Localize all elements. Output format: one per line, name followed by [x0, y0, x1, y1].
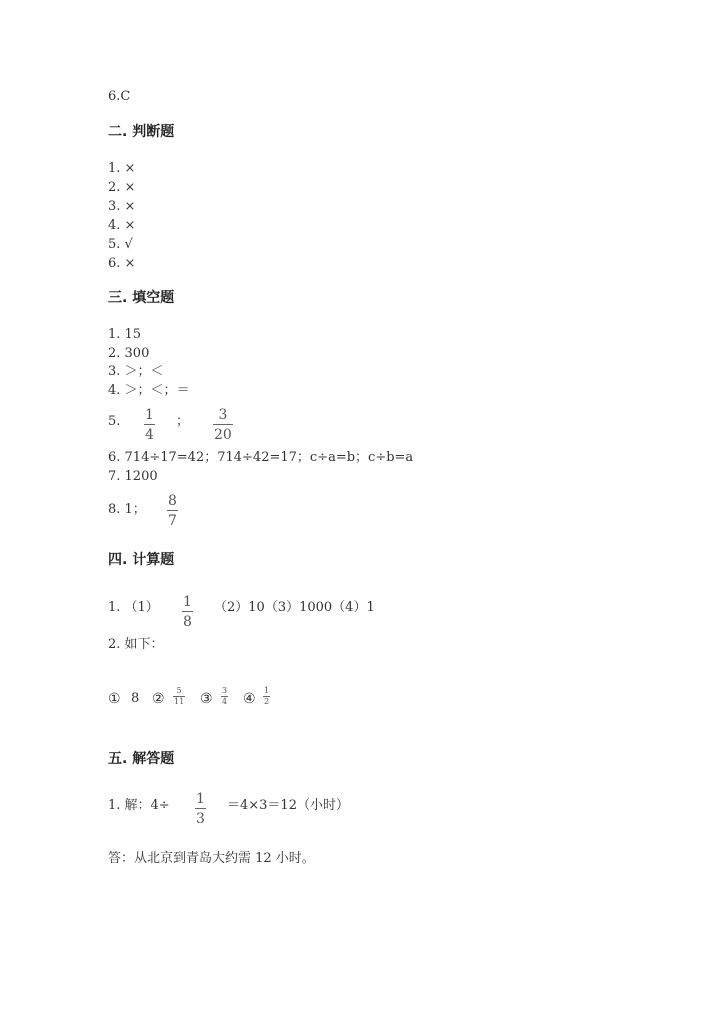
- judgement-item-1: 1. ×: [108, 161, 136, 176]
- fill-item-8-fraction: [167, 494, 178, 528]
- fill-item-1: 1. 15: [108, 327, 142, 342]
- word-problem-1-rest: ＝4×3＝12（小时）: [227, 798, 349, 813]
- fill-item-2: 2. 300: [108, 346, 150, 361]
- fraction-denominator: 2: [264, 697, 270, 706]
- fraction-bar: [213, 424, 233, 425]
- fill-item-5-fraction-2: [213, 408, 233, 442]
- fraction-denominator: 20: [214, 427, 232, 443]
- fraction-numerator: 1: [264, 686, 270, 695]
- calc-answer-1: 8: [131, 691, 140, 706]
- fraction-denominator: 8: [183, 614, 192, 630]
- fraction-numerator: 1: [196, 791, 205, 807]
- fraction-denominator: 4: [222, 697, 228, 706]
- fill-item-8-label: 8. 1；: [108, 502, 146, 517]
- fill-item-3: 3. ＞；＜: [108, 364, 164, 379]
- judgement-item-5: 5. √: [108, 237, 133, 252]
- judgement-item-6: 6. ×: [108, 256, 136, 271]
- fill-item-4: 4. ＞；＜；＝: [108, 383, 190, 398]
- section-title-judgement: 二. 判断题: [108, 124, 175, 140]
- circled-number-3: ③: [200, 691, 213, 707]
- fraction-bar: [195, 808, 206, 809]
- fraction-numerator: 3: [222, 686, 228, 695]
- calc-item-1-label: 1. （1）: [108, 600, 159, 615]
- fraction-numerator: 1: [183, 594, 192, 610]
- fraction-denominator: 3: [196, 811, 205, 827]
- calc-item-2: 2. 如下：: [108, 637, 164, 652]
- fill-item-5-fraction-1: [144, 408, 155, 442]
- fraction-bar: [182, 611, 193, 612]
- calc-item-1-rest: （2）10（3）1000（4）1: [214, 600, 375, 615]
- fraction-bar: [144, 424, 155, 425]
- section-title-word-problem: 五. 解答题: [108, 751, 175, 767]
- fill-item-7: 7. 1200: [108, 469, 158, 484]
- word-problem-1-answer: 答：从北京到青岛大约需 12 小时。: [108, 851, 315, 866]
- fraction-denominator: 11: [174, 697, 185, 706]
- word-problem-1-label: 1. 解：4÷: [108, 798, 170, 813]
- fraction-denominator: 4: [145, 427, 154, 443]
- fraction-numerator: 5: [176, 686, 182, 695]
- calc-answer-4-fraction: [263, 687, 270, 706]
- fraction-numerator: 8: [168, 493, 177, 509]
- answer-item-6c: 6.C: [108, 89, 131, 104]
- calc-answer-3-fraction: [221, 687, 228, 706]
- fill-item-5-label: 5.: [108, 414, 121, 429]
- fraction-numerator: 1: [145, 407, 154, 423]
- circled-number-4: ④: [243, 691, 256, 707]
- section-title-fill-blank: 三. 填空题: [108, 290, 175, 306]
- judgement-item-3: 3. ×: [108, 199, 136, 214]
- section-title-calculation: 四. 计算题: [108, 552, 175, 568]
- circled-number-2: ②: [152, 691, 165, 707]
- judgement-item-4: 4. ×: [108, 218, 136, 233]
- fraction-bar: [167, 510, 178, 511]
- judgement-item-2: 2. ×: [108, 180, 136, 195]
- fraction-denominator: 7: [168, 513, 177, 529]
- circled-number-1: ①: [108, 691, 121, 707]
- fill-item-5-separator: ；: [176, 414, 190, 429]
- fill-item-6: 6. 714÷17=42；714÷42=17；c÷a=b；c÷b=a: [108, 450, 414, 465]
- calc-item-1-fraction: [182, 595, 193, 629]
- fraction-numerator: 3: [218, 407, 228, 423]
- word-problem-1-fraction: [195, 792, 206, 826]
- calc-answer-2-fraction: [173, 687, 185, 706]
